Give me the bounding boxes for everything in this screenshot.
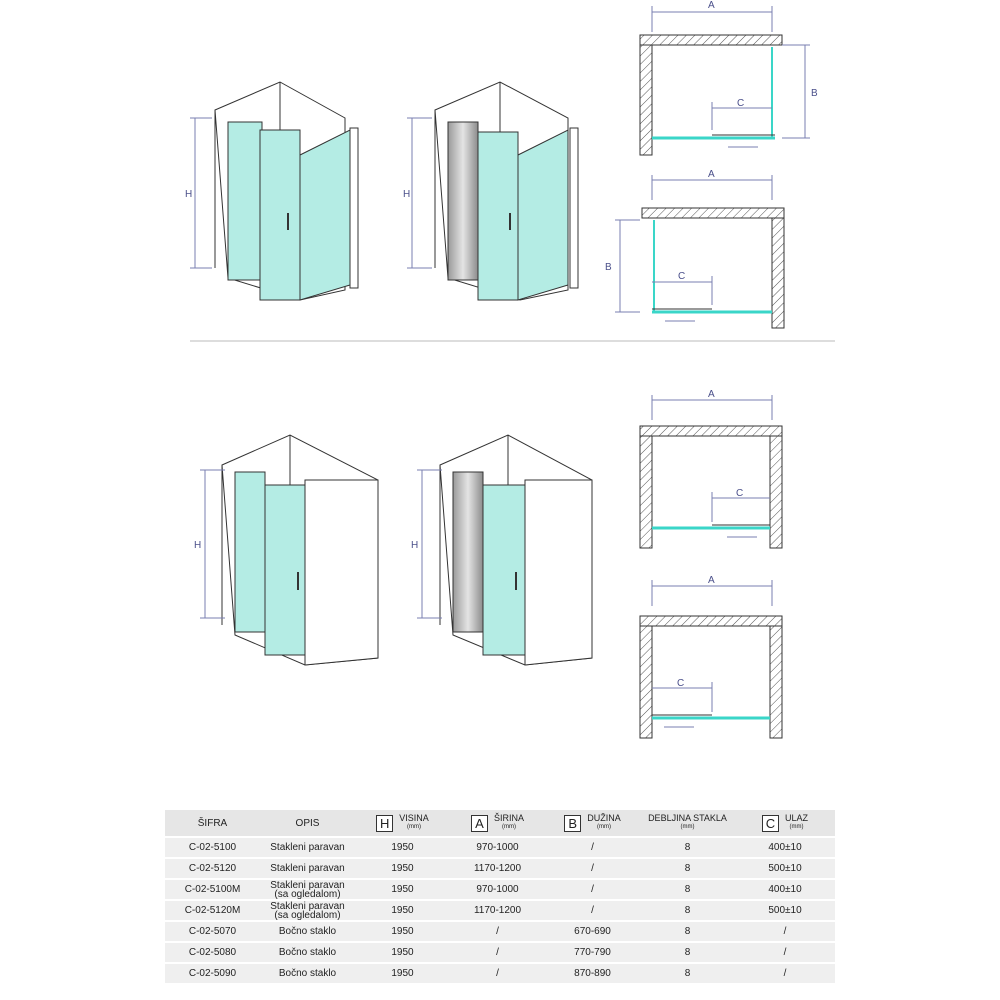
table-cell-opis: Stakleni paravan (sa ogledalom) (260, 901, 355, 920)
table-cell-sifra: C-02-5090 (165, 964, 260, 983)
table-row (165, 943, 835, 962)
column-header-unit: (mm) (597, 824, 611, 830)
enclosure-corner-drawing (215, 82, 358, 300)
table-cell-sirina: 1170-1200 (450, 859, 545, 878)
table-cell-debljina: 8 (640, 964, 735, 983)
table-cell-sifra: C-02-5070 (165, 922, 260, 941)
table-cell-debljina: 8 (640, 901, 735, 920)
column-header-unit: (mm) (501, 824, 516, 830)
column-header (545, 810, 640, 836)
table-cell-sirina: / (450, 922, 545, 941)
table-cell-visina: 1950 (355, 880, 450, 899)
height-label-2: H (403, 189, 411, 200)
table-cell-opis: Bočno staklo (260, 922, 355, 941)
column-header-label: OPIS (295, 817, 320, 829)
height-dimension-1 (190, 118, 212, 268)
table-cell-duzina: / (545, 838, 640, 857)
table-cell-duzina: / (545, 880, 640, 899)
column-header (355, 810, 450, 836)
column-header-label: VISINA (mm) (399, 813, 429, 830)
table-cell-sirina: 1170-1200 (450, 901, 545, 920)
table-cell-visina: 1950 (355, 922, 450, 941)
table-cell-duzina: 670-690 (545, 922, 640, 941)
column-header-unit: (mm) (789, 824, 804, 830)
entry-label-4: C (677, 678, 685, 689)
column-header (260, 810, 355, 836)
column-header-label: ULAZ (mm) (784, 813, 808, 830)
table-cell-visina: 1950 (355, 943, 450, 962)
table-row (165, 901, 835, 920)
column-header (165, 810, 260, 836)
table-cell-sirina: 970-1000 (450, 838, 545, 857)
table-cell-visina: 1950 (355, 964, 450, 983)
dimension-letter-icon: C (762, 815, 779, 832)
dimension-letter-icon: A (471, 815, 488, 832)
table-row (165, 964, 835, 983)
height-dimension-3 (200, 470, 225, 618)
spec-table (165, 808, 835, 985)
table-cell-opis: Stakleni paravan (260, 838, 355, 857)
table-row (165, 838, 835, 857)
column-header-label: DEBLJINA STAKLA (mm) (648, 813, 727, 830)
table-cell-debljina: 8 (640, 838, 735, 857)
table-cell-visina: 1950 (355, 859, 450, 878)
table-header-row (165, 810, 835, 836)
plan-view-3 (640, 395, 782, 548)
width-label-3: A (708, 389, 715, 400)
table-cell-opis: Bočno staklo (260, 943, 355, 962)
entry-label-3: C (736, 488, 744, 499)
table-cell-ulaz: 500±10 (735, 859, 835, 878)
column-header-label: DUŽINA (mm) (587, 813, 621, 830)
table-cell-sifra: C-02-5100 (165, 838, 260, 857)
table-cell-debljina: 8 (640, 880, 735, 899)
table-cell-sifra: C-02-5100M (165, 880, 260, 899)
table-cell-duzina: 870-890 (545, 964, 640, 983)
column-header (640, 810, 735, 836)
table-row (165, 922, 835, 941)
table-cell-opis: Bočno staklo (260, 964, 355, 983)
height-label-1: H (185, 189, 193, 200)
column-header-unit: (mm) (680, 824, 695, 830)
table-cell-debljina: 8 (640, 859, 735, 878)
height-dimension-4 (417, 470, 442, 618)
entry-label-2: C (678, 271, 686, 282)
enclosure-corner-mirror-drawing (435, 82, 578, 300)
column-header (735, 810, 835, 836)
table-cell-sirina: / (450, 964, 545, 983)
table-cell-sifra: C-02-5080 (165, 943, 260, 962)
enclosure-alcove-drawing (222, 435, 378, 665)
table-cell-sirina: 970-1000 (450, 880, 545, 899)
table-cell-ulaz: / (735, 964, 835, 983)
column-header-label: ŠIRINA (mm) (493, 813, 524, 830)
height-label-3: H (194, 540, 202, 551)
width-label-4: A (708, 575, 715, 586)
table-cell-ulaz: 500±10 (735, 901, 835, 920)
plan-view-1 (640, 6, 810, 155)
entry-label-1: C (737, 98, 745, 109)
dimension-letter-icon: H (376, 815, 393, 832)
column-header (450, 810, 545, 836)
plan-view-2 (615, 175, 784, 328)
table-cell-sirina: / (450, 943, 545, 962)
table-cell-debljina: 8 (640, 943, 735, 962)
plan-view-4 (640, 580, 782, 738)
table-cell-duzina: / (545, 901, 640, 920)
table-cell-duzina: 770-790 (545, 943, 640, 962)
table-cell-ulaz: 400±10 (735, 838, 835, 857)
table-cell-visina: 1950 (355, 901, 450, 920)
table-body (165, 838, 835, 983)
depth-label-1: B (811, 88, 818, 99)
table-row (165, 880, 835, 899)
table-cell-sifra: C-02-5120 (165, 859, 260, 878)
height-label-4: H (411, 540, 419, 551)
table-cell-duzina: / (545, 859, 640, 878)
table-cell-opis: Stakleni paravan (260, 859, 355, 878)
table-cell-opis: Stakleni paravan (sa ogledalom) (260, 880, 355, 899)
width-label-2: A (708, 169, 715, 180)
column-header-unit: (mm) (406, 824, 421, 830)
column-header-label: ŠIFRA (197, 817, 228, 829)
width-label-1: A (708, 0, 715, 11)
height-dimension-2 (407, 118, 432, 268)
table-cell-sifra: C-02-5120M (165, 901, 260, 920)
table-cell-ulaz: 400±10 (735, 880, 835, 899)
table-cell-visina: 1950 (355, 838, 450, 857)
dimension-letter-icon: B (564, 815, 581, 832)
table-cell-debljina: 8 (640, 922, 735, 941)
table-cell-ulaz: / (735, 943, 835, 962)
depth-label-2: B (605, 262, 612, 273)
table-row (165, 859, 835, 878)
enclosure-alcove-mirror-drawing (440, 435, 592, 665)
table-cell-ulaz: / (735, 922, 835, 941)
